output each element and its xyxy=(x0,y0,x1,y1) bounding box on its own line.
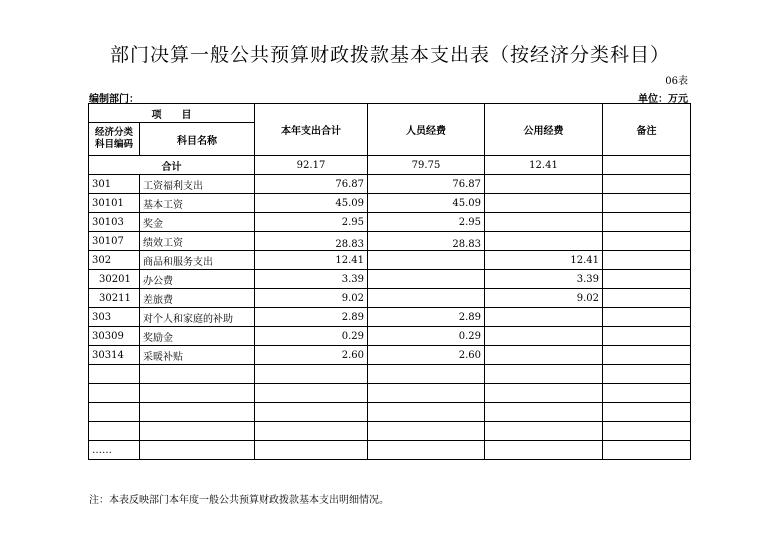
row-total: 2.60 xyxy=(255,346,368,365)
row-total: 2.95 xyxy=(255,213,368,232)
header-personnel: 人员经费 xyxy=(368,104,485,156)
table-row xyxy=(89,346,691,365)
total-sum: 92.17 xyxy=(255,156,368,175)
row-personnel xyxy=(368,270,485,289)
row-remark xyxy=(603,251,691,270)
expenditure-table xyxy=(88,103,691,460)
total-label: 合计 xyxy=(89,156,255,175)
row-personnel: 28.83 xyxy=(368,232,485,251)
row-remark xyxy=(603,194,691,213)
table-row xyxy=(89,327,691,346)
row-code: 301 xyxy=(89,175,140,194)
row-personnel: 45.09 xyxy=(368,194,485,213)
table-row xyxy=(89,175,691,194)
row-public xyxy=(485,194,603,213)
row-public xyxy=(485,175,603,194)
row-public: 3.39 xyxy=(485,270,603,289)
footnote: 注：本表反映部门本年度一般公共预算财政拨款基本支出明细情况。 xyxy=(89,495,389,506)
row-public xyxy=(485,213,603,232)
row-code: 30101 xyxy=(89,194,140,213)
row-code: 30201 xyxy=(89,270,140,289)
table-row xyxy=(89,403,691,422)
row-name: 奖励金 xyxy=(140,327,255,346)
table-row xyxy=(89,365,691,384)
row-remark xyxy=(603,308,691,327)
row-personnel: 76.87 xyxy=(368,175,485,194)
ellipsis: …… xyxy=(89,441,140,460)
row-personnel xyxy=(368,289,485,308)
row-remark xyxy=(603,346,691,365)
total-remark xyxy=(603,156,691,175)
row-public: 9.02 xyxy=(485,289,603,308)
row-total: 12.41 xyxy=(255,251,368,270)
row-name: 对个人和家庭的补助 xyxy=(140,308,255,327)
page-title: 部门决算一般公共预算财政拨款基本支出表（按经济分类科目） xyxy=(109,44,670,66)
row-personnel: 2.89 xyxy=(368,308,485,327)
row-name: 工资福利支出 xyxy=(140,175,255,194)
row-name: 采暖补贴 xyxy=(140,346,255,365)
table-row xyxy=(89,232,691,251)
row-public xyxy=(485,232,603,251)
row-code: 302 xyxy=(89,251,140,270)
row-code: 30107 xyxy=(89,232,140,251)
table-row xyxy=(89,308,691,327)
row-total: 28.83 xyxy=(255,232,368,251)
row-name: 商品和服务支出 xyxy=(140,251,255,270)
row-public: 12.41 xyxy=(485,251,603,270)
header-total: 本年支出合计 xyxy=(255,104,368,156)
row-personnel: 0.29 xyxy=(368,327,485,346)
table-row xyxy=(89,384,691,403)
row-remark xyxy=(603,232,691,251)
header-public: 公用经费 xyxy=(485,104,603,156)
header-item: 项 目 xyxy=(89,104,255,123)
row-remark xyxy=(603,175,691,194)
header-remark: 备注 xyxy=(603,104,691,156)
row-name: 办公费 xyxy=(140,270,255,289)
unit-label: 单位：万元 xyxy=(638,94,688,105)
row-name: 绩效工资 xyxy=(140,232,255,251)
table-row xyxy=(89,289,691,308)
row-total: 3.39 xyxy=(255,270,368,289)
row-total: 76.87 xyxy=(255,175,368,194)
row-personnel: 2.95 xyxy=(368,213,485,232)
row-remark xyxy=(603,213,691,232)
row-code: 30103 xyxy=(89,213,140,232)
row-code: 303 xyxy=(89,308,140,327)
row-public xyxy=(485,308,603,327)
row-public xyxy=(485,346,603,365)
row-code: 30309 xyxy=(89,327,140,346)
total-public: 12.41 xyxy=(485,156,603,175)
row-personnel xyxy=(368,251,485,270)
table-row xyxy=(89,213,691,232)
row-total: 0.29 xyxy=(255,327,368,346)
row-name: 差旅费 xyxy=(140,289,255,308)
row-public xyxy=(485,327,603,346)
dept-label: 编制部门： xyxy=(89,94,139,105)
table-number: 06表 xyxy=(665,76,688,87)
table-row xyxy=(89,270,691,289)
row-code: 30211 xyxy=(89,289,140,308)
row-total: 9.02 xyxy=(255,289,368,308)
row-remark xyxy=(603,327,691,346)
row-code: 30314 xyxy=(89,346,140,365)
table-row xyxy=(89,194,691,213)
row-remark xyxy=(603,270,691,289)
row-remark xyxy=(603,289,691,308)
header-code: 经济分类科目编码 xyxy=(89,123,140,156)
table-row xyxy=(89,251,691,270)
row-name: 基本工资 xyxy=(140,194,255,213)
total-personnel: 79.75 xyxy=(368,156,485,175)
row-name: 奖金 xyxy=(140,213,255,232)
row-personnel: 2.60 xyxy=(368,346,485,365)
row-total: 2.89 xyxy=(255,308,368,327)
row-total: 45.09 xyxy=(255,194,368,213)
table-row xyxy=(89,422,691,441)
header-name: 科目名称 xyxy=(140,123,255,156)
table-row xyxy=(89,441,691,460)
